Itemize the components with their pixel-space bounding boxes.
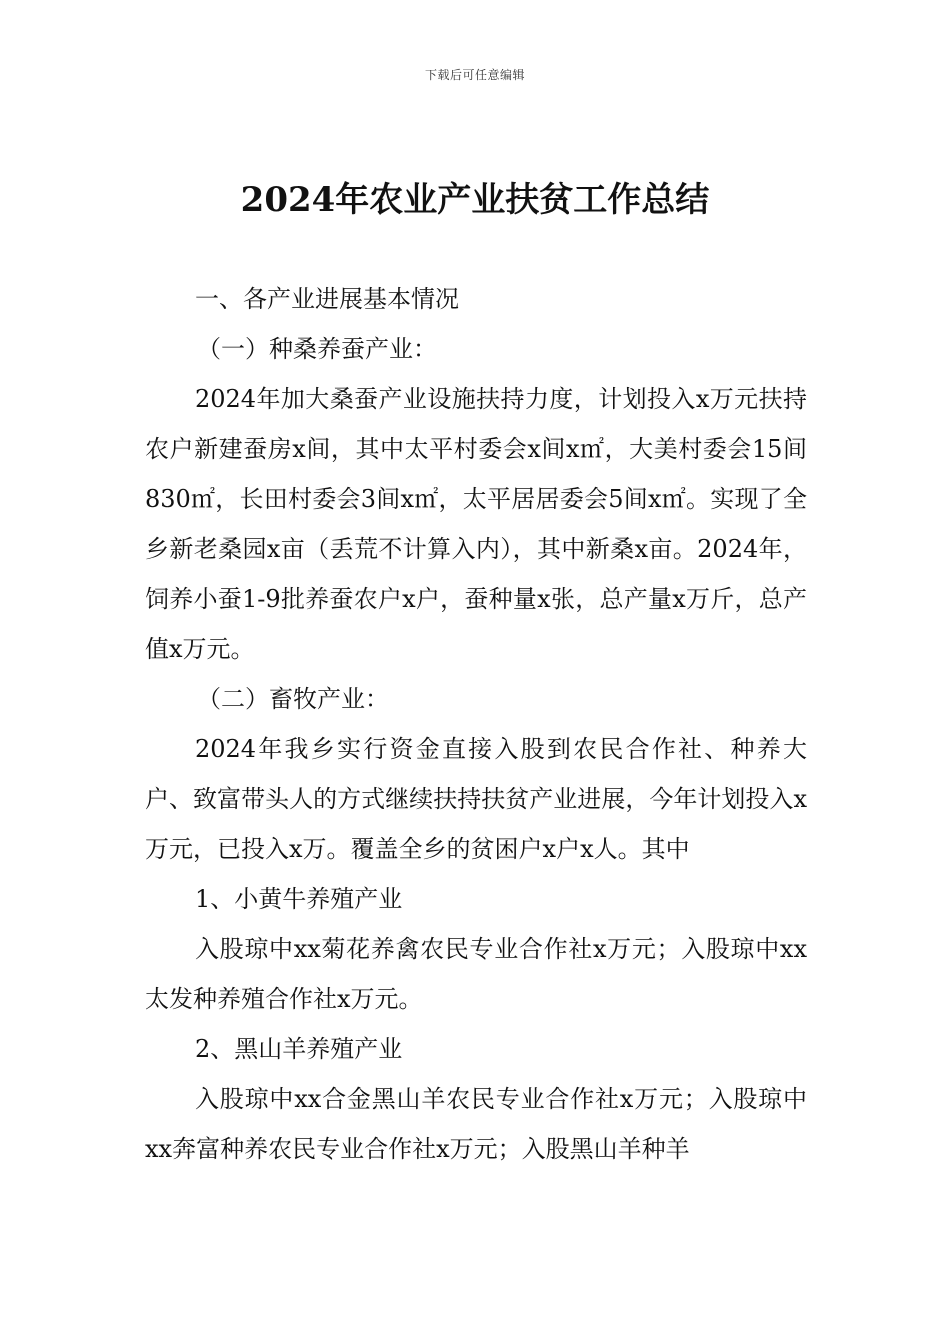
section-heading: 一、各产业进展基本情况 — [195, 285, 459, 313]
subsection-heading: （二）畜牧产业： — [197, 685, 389, 713]
item-heading: 2、黑山羊养殖产业 — [195, 1035, 403, 1063]
body-paragraph: 2024年加大桑蚕产业设施扶持力度，计划投入x万元扶持农户新建蚕房x间，其中太平村委会x间x㎡，大美村委会15间830㎡，长田村委会3间x㎡，太平居居委会5间x㎡。实现了全乡新老桑园x亩（丢荒不计算入内），其中新桑x亩。2024年，饲养小蚕1-9批养蚕农户x户，蚕种量x张，总产量x万斤，总产值x万元。 — [145, 385, 807, 663]
item-heading: 1、小黄牛养殖产业 — [195, 885, 403, 913]
body-paragraph: 2024年我乡实行资金直接入股到农民合作社、种养大户、致富带头人的方式继续扶持扶贫产业进展，今年计划投入x万元，已投入x万。覆盖全乡的贫困户x户x人。其中 — [145, 735, 807, 863]
body-paragraph: 入股琼中xx菊花养禽农民专业合作社x万元；入股琼中xx太发种养殖合作社x万元。 — [145, 935, 807, 1013]
subsection-heading: （一）种桑养蚕产业： — [197, 335, 437, 363]
header-note: 下载后可任意编辑 — [424, 68, 525, 82]
document-title: 2024年农业产业扶贫工作总结 — [240, 180, 710, 220]
document-body — [145, 274, 807, 1174]
body-paragraph: 入股琼中xx合金黑山羊农民专业合作社x万元；入股琼中xx奔富种养农民专业合作社x万元；入股黑山羊种羊 — [145, 1085, 807, 1163]
